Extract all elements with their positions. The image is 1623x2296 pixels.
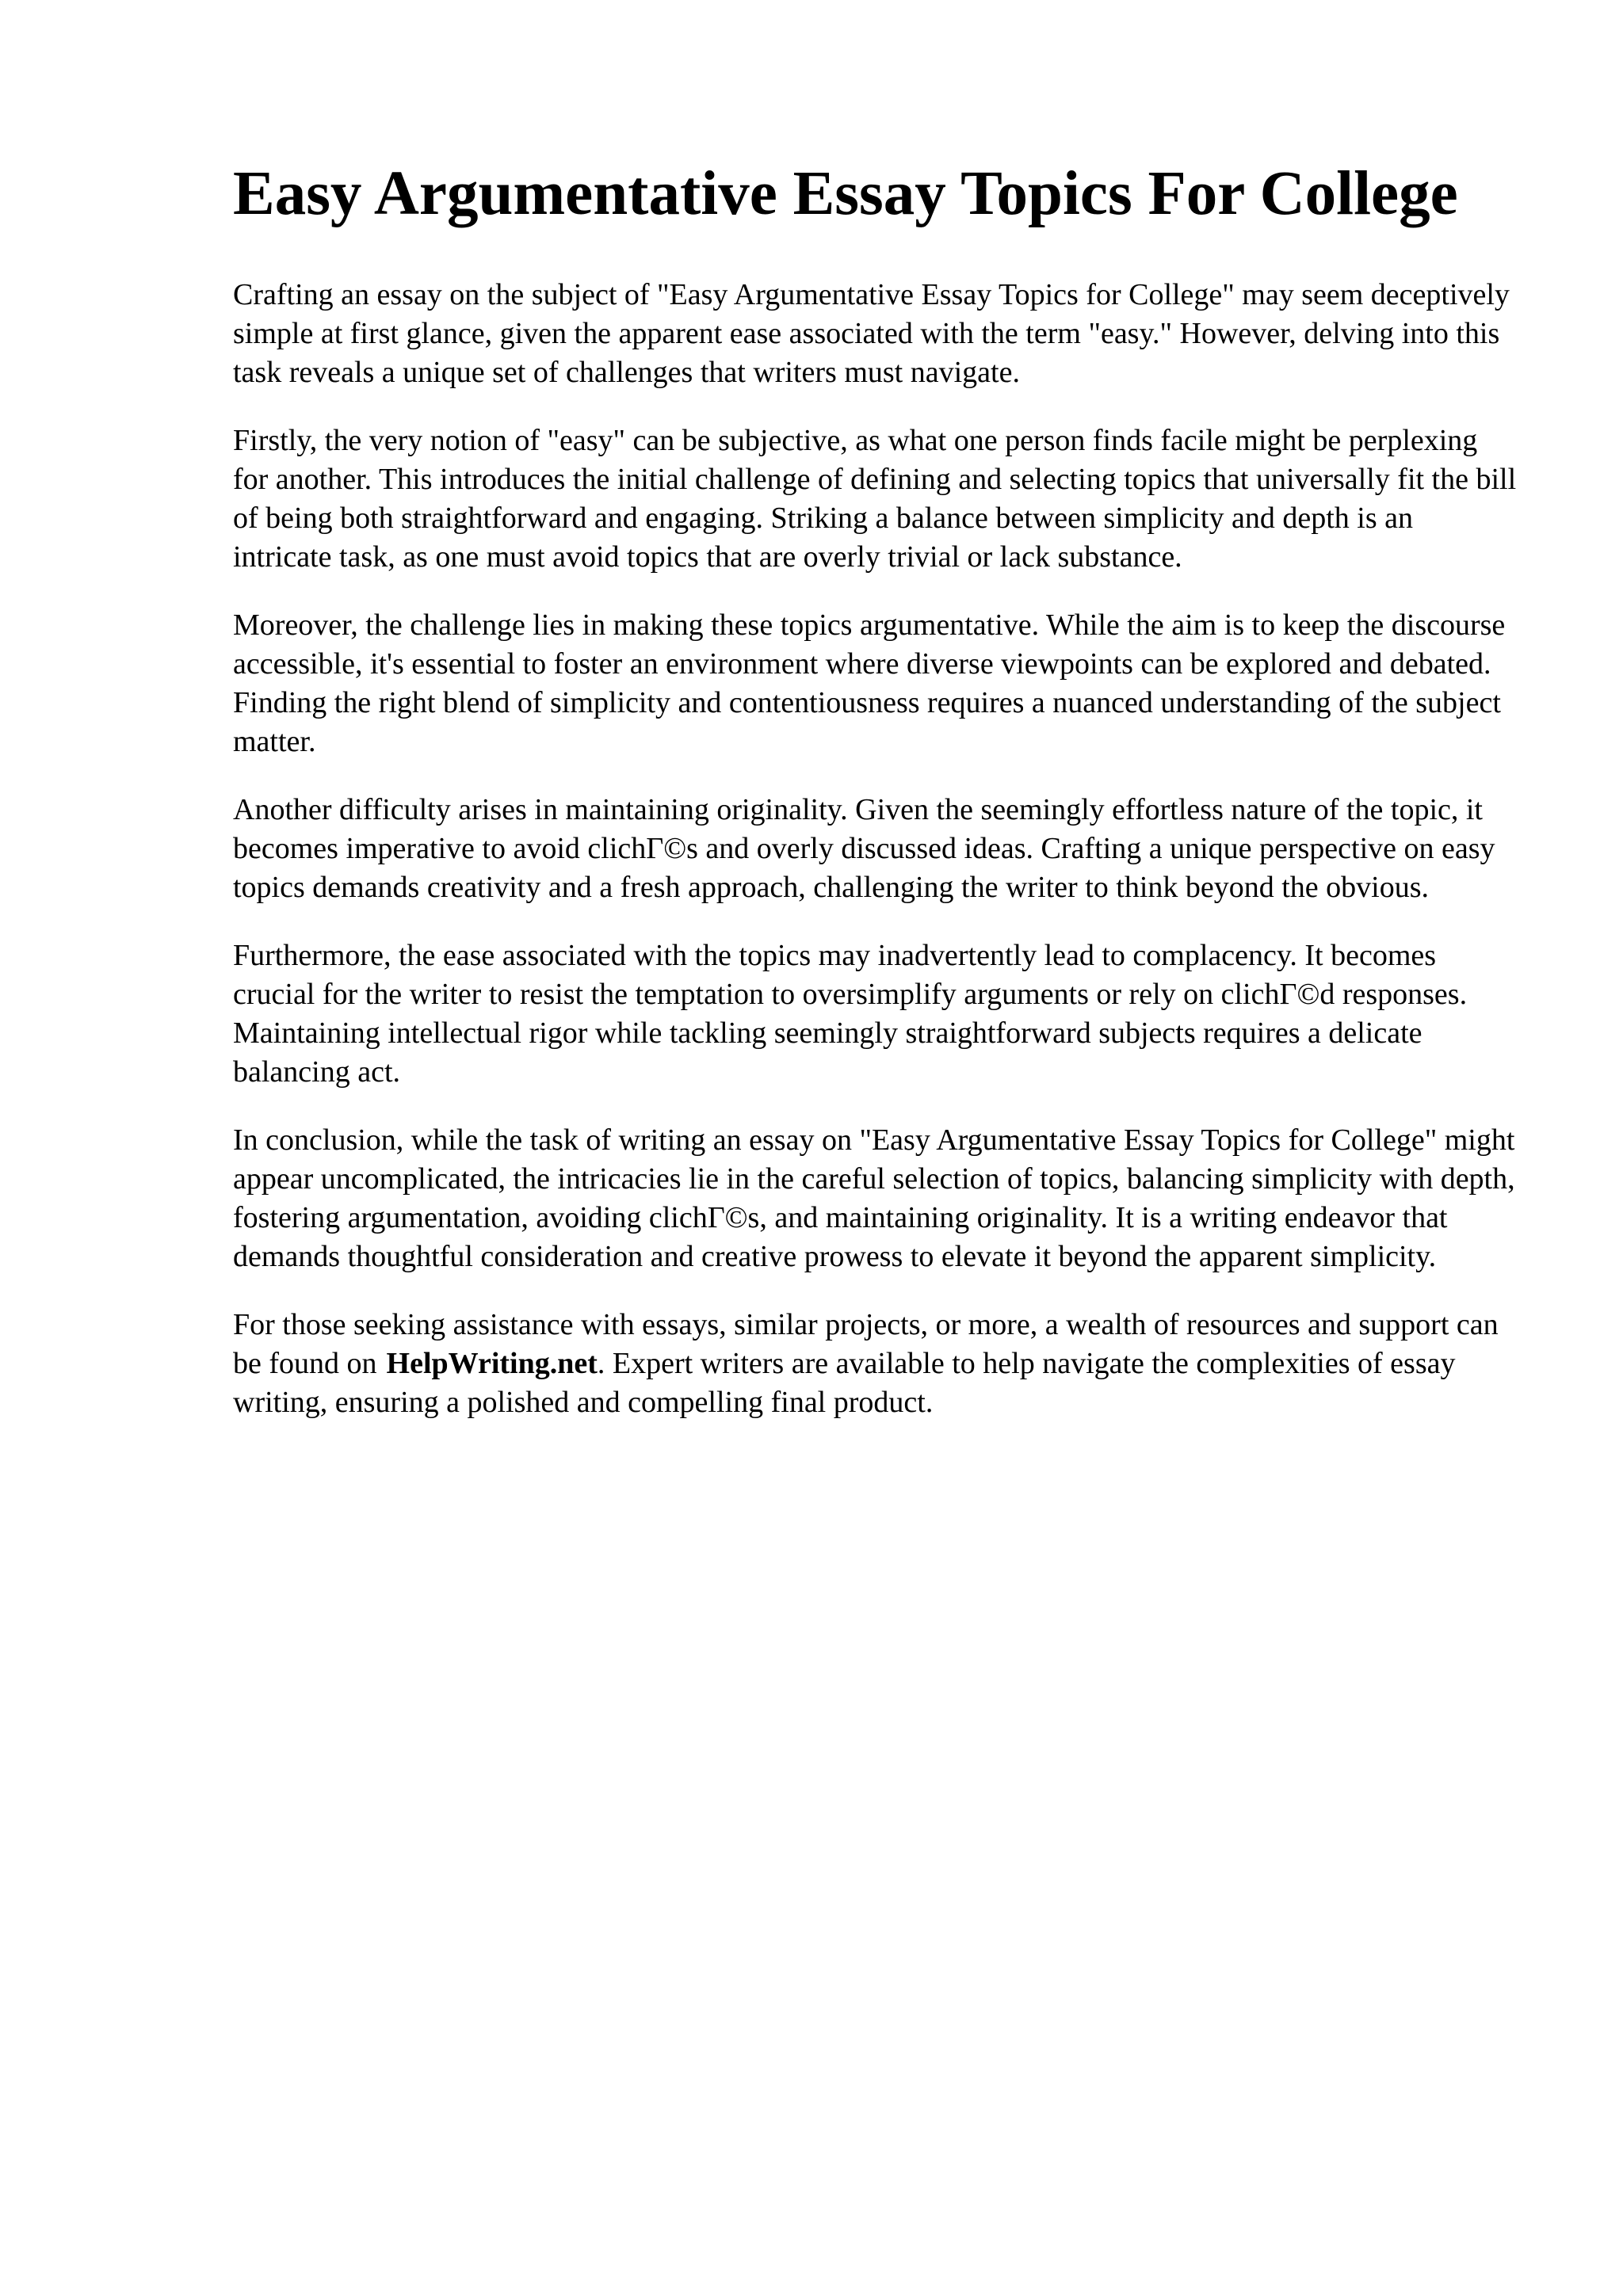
closing-text-after: . Expert writers are available to help navigate the complexities of essay writing, ensuring a polished and compelling final product. (233, 1347, 1456, 1419)
paragraph-furthermore: Furthermore, the ease associated with the topics may inadvertently lead to complacency. It becomes crucial for the writer to resist the temptation to oversimplify arguments or rely on clichΓ©d responses. Maintaining intellectual rigor while tackling seemingly straightforward subjects requires a delicate balancing act. (233, 939, 1468, 1089)
paragraph-closing (233, 1306, 1517, 1422)
helpwriting-link[interactable]: HelpWriting.net (386, 1347, 598, 1380)
paragraph-moreover: Moreover, the challenge lies in making these topics argumentative. While the aim is to keep the discourse accessible, it's essential to foster an environment where diverse viewpoints can be explored and debated. Finding the right blend of simplicity and contentiousness requires a nuanced understanding of the subject matter. (233, 608, 1506, 758)
paragraph-intro: Crafting an essay on the subject of "Easy Argumentative Essay Topics for College" may seem deceptively simple at first glance, given the apparent ease associated with the term "easy." However, delving into this task reveals a unique set of challenges that writers must navigate. (233, 278, 1510, 389)
document-content (233, 155, 1612, 1451)
document-title: Easy Argumentative Essay Topics For College (233, 159, 1458, 228)
paragraph-conclusion: In conclusion, while the task of writing an essay on "Easy Argumentative Essay Topics for College" might appear uncomplicated, the intricacies lie in the careful selection of topics, balancing simplicity with depth, fostering argumentation, avoiding clichΓ©s, and maintaining originality. It is a writing endeavor that demands thoughtful consideration and creative prowess to elevate it beyond the apparent simplicity. (233, 1123, 1515, 1273)
paragraph-originality: Another difficulty arises in maintaining originality. Given the seemingly effortless nature of the topic, it becomes imperative to avoid clichΓ©s and overly discussed ideas. Crafting a unique perspective on easy topics demands creativity and a fresh approach, challenging the writer to think beyond the obvious. (233, 793, 1495, 904)
closing-text-before: For those seeking assistance with essays, similar projects, or more, a wealth of resources and support can be found on (233, 1308, 1499, 1380)
paragraph-firstly: Firstly, the very notion of "easy" can be subjective, as what one person finds facile might be perplexing for another. This introduces the initial challenge of defining and selecting topics that universally fit the bill of being both straightforward and engaging. Striking a balance between simplicity and depth is an intricate task, as one must avoid topics that are overly trivial or lack substance. (233, 424, 1517, 574)
